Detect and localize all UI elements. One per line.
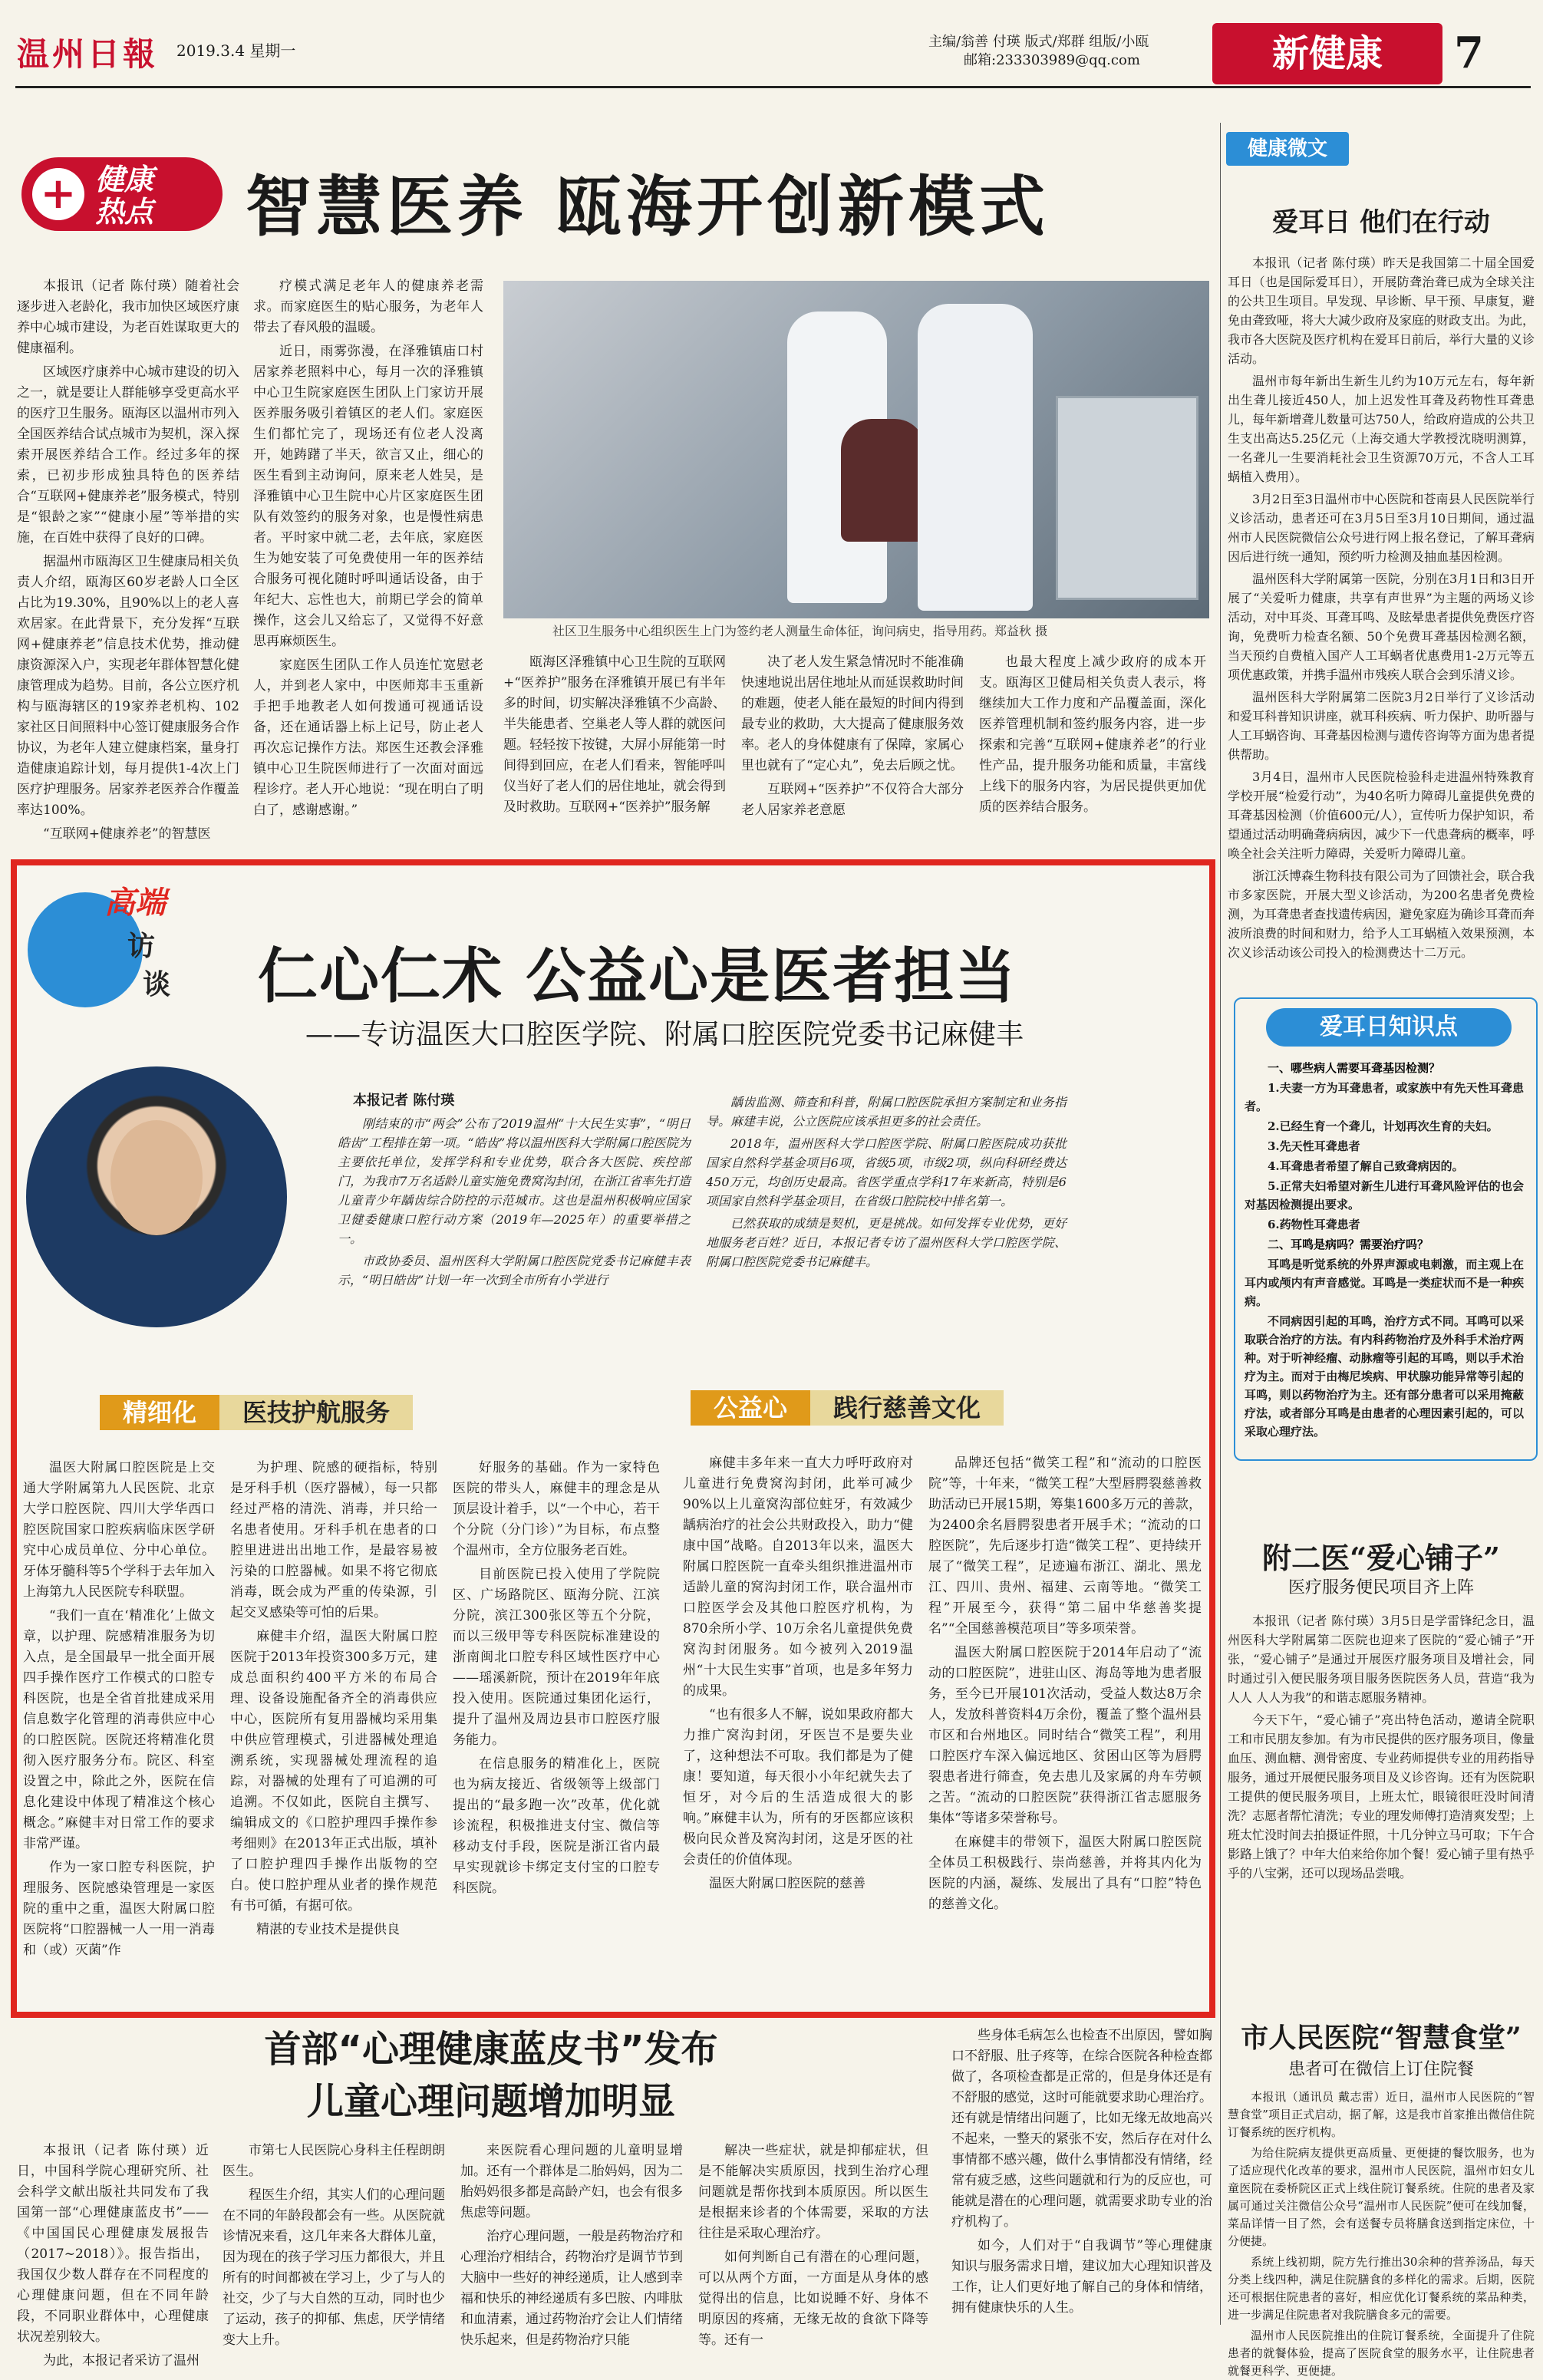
paragraph: 温医大附属口腔医院于2014年启动了“流动的口腔医院”，进驻山区、海岛等地为患者服务，至今已开展101次活动，受益人数达8万余人，发放科普资料4万余份，覆盖了整个温州县市区和台州地区。同时结合“微笑工程”，利用口腔医疗车深入偏远地区、贫困山区等为唇腭裂患者进行筛查，免去患儿及家属的舟车劳顿之苦。“流动的口腔医院”获得浙江省志愿服务集体“等诸多荣誉称号。	[928, 1645, 1202, 1826]
paragraph: 在麻健丰的带领下，温医大附属口腔医院全体员工积极践行、崇尚慈善，并将其内化为医院的内涵，凝练、发展出了具有“口腔”特色的慈善文化。	[928, 1834, 1202, 1912]
badge-text-top: 健康	[95, 162, 154, 196]
feature-col-5	[928, 1453, 1202, 1995]
paragraph: “也有很多人不解，说如果政府都大力推广窝沟封闭，牙医岂不是要失业了，这种想法不可取。我们都是为了健康！要知道，每天很小小年纪就失去了恒牙，对今后的生活造成很大的影响。”麻健丰认为，所有的牙医都应该积极向民众普及窝沟封闭，这是牙医的社会责任的价值体现。	[683, 1707, 913, 1867]
feature-col-2	[230, 1458, 437, 1995]
bottom-col-4	[698, 2141, 928, 2348]
paragraph: 品牌还包括“微笑工程”和“流动的口腔医院”等，十年来，“微笑工程”大型唇腭裂慈善救助活动已开展15期，筹集1600多万元的善款，为2400余名唇腭裂患者开展手术；“流动的口腔医院”，先后逐步打造“微笑工程”、更持续开展了“微笑工程”，足迹遍布浙江、湖北、黑龙江、四川、贵州、福建、云南等地。“微笑工程”开展至今，获得“第二届中华慈善奖提名”“全国慈善模范项目”等多项荣誉。	[928, 1455, 1202, 1637]
paragraph: 好服务的基础。作为一家特色医院的带头人，麻健丰的理念是从顶层设计着手，以“一个中心，若干个分院（分门诊）”为目标，布点整个温州市，全方位服务老百姓。	[453, 1460, 660, 1558]
knowledge-item: 4.耳聋患者希望了解自己致聋病因的。	[1268, 1159, 1464, 1173]
paragraph: 本报讯（记者 陈付瑛）昨天是我国第二十届全国爱耳日（也是国际爱耳日），开展防聋治聋已成为全球关注的公共卫生项目。早发现、早诊断、早干预、早康复，避免由聋致哑，将大大减少政府及家庭的财政支出。为此，我市各大医院及医疗机构在爱耳日前后，举行大量的义诊活动。	[1228, 255, 1535, 366]
sidebar-top-title: 爱耳日 他们在行动	[1272, 207, 1490, 238]
knowledge-item: 1.夫妻一方为耳聋患者，或家族中有先天性耳聋患者。	[1245, 1081, 1524, 1113]
bar-label: 公益心	[691, 1390, 810, 1426]
news-photo	[503, 281, 1209, 618]
paragraph: 3月4日，温州市人民医院检验科走进温州特殊教育学校开展“检爱行动”，为40名听力障碍儿童提供免费的耳聋基因检测（价值600元/人），宣传听力保护知识，希望通过活动明确聋病病因，减少下一代患聋病的概率，呼唤全社会关注听力障碍，关爱听力障碍儿童。	[1228, 770, 1535, 861]
paragraph: 系统上线初期，院方先行推出30余种的营养汤品，每天分类上线四种，满足住院膳食的多样化的需求。后期，医院还可根据住院患者的喜好，相应优化订餐系统的菜品种类，进一步满足住院患者对我院膳食多元的需要。	[1228, 2255, 1535, 2322]
paragraph: 为此，本报记者采访了温州	[43, 2353, 199, 2368]
sidebar-mid-body	[1228, 1611, 1535, 1987]
paragraph: 本报讯（记者 陈付瑛）近日，中国科学院心理研究所、社会科学文献出版社共同发布了我国第一部“心理健康蓝皮书”——《中国国民心理健康发展报告（2017~2018）》。报告指出，我国仅少数人群存在不同程度的心理健康问题，但在不同年龄段，不同职业群体中，心理健康状况差别较大。	[17, 2143, 209, 2345]
editor-credits: 主编/翁善 付瑛 版式/郑群 组版/小瓯	[928, 34, 1149, 50]
bar-label: 精细化	[100, 1395, 219, 1430]
lead-article-col-1	[17, 276, 239, 844]
knowledge-item: 5.正常夫妇希望对新生儿进行耳聋风险评估的也会对基因检测提出要求。	[1245, 1179, 1524, 1211]
paragraph: 麻健丰多年来一直大力呼吁政府对儿童进行免费窝沟封闭，此举可减少90%以上儿童窝沟部位蛀牙，有效减少龋病治疗的社会公共财政投入，助力“健康中国”战略。自2013年以来，温医大附属口腔医院一直牵头组织推进温州市适龄儿童的窝沟封闭工作，联合温州市口腔医学会及其他口腔医疗机构，为870余所小学、10万余名儿童提供免费窝沟封闭服务。如今被列入2019温州“十大民生实事”首项，也是多年努力的成果。	[683, 1455, 913, 1699]
paragraph: 瓯海区泽雅镇中心卫生院的互联网+“医养护”服务在泽雅镇开展已有半年多的时间，切实解决泽雅镇不少高龄、半失能患者、空巢老人等人群的就医问题。轻轻按下按键，大屏小屏能第一时间得到回应，在老人们看来，智能呼叫仪当好了老人们的居住地址，就会得到及时救助。互联网+“医养护”服务解	[503, 654, 726, 815]
knowledge-item: 不同病因引起的耳鸣，治疗方式不同。耳鸣可以采取联合治疗的方法。有内科药物治疗及外科手术治疗两种。对于听神经瘤、动脉瘤等引起的耳鸣，则以手术治疗为主。而对于由梅尼埃病、甲状腺功能异常等引起的耳鸣，则以药物治疗为主。还有部分患者可以采用掩蔽疗法，或者部分耳鸣是由患者的心理因素引起的，可以采取心理疗法。	[1245, 1314, 1524, 1439]
paragraph: 温医大附属口腔医院是上交通大学附属第九人民医院、北京大学口腔医院、四川大学华西口腔医院国家口腔疾病临床医学研究中心成员单位、分中心单位。牙体牙髓科等5个学科于去年加入上海第九人民医院专科联盟。	[23, 1460, 215, 1600]
badge-text-bottom: 热点	[95, 194, 154, 229]
paragraph: 为给住院病友提供更高质量、更便捷的餐饮服务，也为了适应现代化改革的要求，温州市人民医院，温州市妇女儿童医院在委桥院区正式上线住院订餐系统。住院的患者及家属可通过关注微信公众号“温州市人民医院”便可在线加餐，菜品详情一目了然，会有送餐专员将膳食送到指定床位，十分便捷。	[1228, 2146, 1535, 2248]
feature-col-4	[683, 1453, 913, 1995]
sidebar-tag: 健康微文	[1226, 132, 1349, 166]
bottom-col-3	[460, 2141, 683, 2348]
knowledge-item: 耳鸣是听觉系统的外界声源或电刺激，而主观上在耳内或颅内有声音感觉。耳鸣是一类症状而不是一种疾病。	[1245, 1258, 1524, 1308]
photo-doctor-2	[918, 304, 1033, 611]
lead-article-col-4	[741, 652, 964, 844]
health-hot-badge	[21, 157, 223, 231]
bottom-title-line1: 首部“心理健康蓝皮书”发布	[264, 2028, 718, 2071]
paragraph: 市政协委员、温州医科大学附属口腔医院党委书记麻健丰表示，“明日皓齿”计划一年一次到全市所有小学进行	[338, 1254, 691, 1287]
sidebar-divider	[1220, 123, 1221, 2325]
paragraph: 已然获取的成绩是契机，更是挑战。如何发挥专业优势，更好地服务老百姓？近日，本报记者专访了温州医科大学口腔医学院、附属口腔医院党委书记麻健丰。	[706, 1216, 1067, 1269]
knowledge-list	[1245, 1059, 1524, 1450]
paragraph: 如今，人们对于“自我调节”等心理健康知识与服务需求日增，建议加大心理知识普及工作，让人们更好地了解自己的身体和情绪，拥有健康快乐的人生。	[951, 2238, 1212, 2316]
paragraph: 如何判断自己有潜在的心理问题，可以从两个方面，一方面是从身体的感觉得出的信息，比如说睡不好、身体不明原因的疼痛，无缘无故的食欲下降等等。还有一	[698, 2250, 928, 2348]
photo-caption: 社区卫生服务中心组织医生上门为签约老人测量生命体征，询问病史，指导用药。郑益秋 摄	[552, 624, 1048, 638]
bottom-col-2	[223, 2141, 445, 2348]
masthead-rule	[15, 86, 1531, 88]
paragraph: 2018年，温州医科大学口腔医学院、附属口腔医院成功获批国家自然科学基金项目6项，省级5项，市级2项，纵向科研经费达450万元，均创历史最高。省医学重点学科17年来新高，特别是6项国家自然科学基金项目，在省级口腔院校中排名第一。	[706, 1136, 1067, 1208]
paragraph: 来医院看心理问题的儿童明显增加。还有一个群体是二胎妈妈，因为二胎妈妈很多都是高龄产妇，也会有很多焦虑等问题。	[460, 2143, 683, 2220]
paragraph: 在信息服务的精准化上，医院也为病友接近、省级领等上级部门提出的“最多跑一次”改革，优化就诊流程，积极推进支付宝、微信等移动支付手段，医院是浙江省内最早实现就诊卡绑定支付宝的口腔专科医院。	[453, 1756, 660, 1896]
paragraph: 疗模式满足老年人的健康养老需求。而家庭医生的贴心服务，为老年人带去了春风般的温暖。	[253, 279, 483, 335]
paragraph: 温州市每年新出生新生儿约为10万元左右，每年新出生聋儿接近450人，加上迟发性耳聋及药物性耳聋患儿，每年新增聋儿数量可达750人，给政府造成的公共卫生支出高达5.25亿元（上海交通大学教授沈晓明测算，一名聋儿一生要消耗社会卫生资源70万元，不含人工耳蜗植入费用）。	[1228, 374, 1535, 484]
sidebar-bottom-subtitle: 患者可在微信上订住院餐	[1287, 2060, 1474, 2079]
dateline: 2019.3.4 星期一	[176, 41, 296, 60]
paragraph: 龋齿监测、筛查和科普，附属口腔医院承担方案制定和业务指导。麻建丰说，公立医院应该承担更多的社会责任。	[706, 1095, 1067, 1129]
paragraph: 据温州市瓯海区卫生健康局相关负责人介绍，瓯海区60岁老龄人口全区占比为19.30%，且90%以上的老人喜欢居家。在此背景下，充分发挥“互联网+健康养老”信息技术优势，推动健康资源深入户，实现老年群体智慧化健康管理成为趋势。目前，各公立医疗机构与瓯海辖区的19家养老机构、102家社区日间照料中心签订健康服务合作协议，为老年人建立健康档案，量身打造健康追踪计划，每月提供1-4次上门医疗护理服务。居家养老医养合作覆盖率达100%。	[17, 554, 239, 818]
knowledge-question: 二、耳鸣是病吗？需要治疗吗？	[1268, 1238, 1429, 1251]
paragraph: “我们一直在‘精准化’上做文章，以护理、院感精准服务为切入点，是全国最早一批全面开展四手操作医疗工作模式的口腔专科医院，也是全省首批建成采用信息数字化管理的消毒供应中心的口腔医院。医院还将精准化贯彻入医疗服务分布。院区、科室设置之中，除此之外，医院在信息化建设中体现了精准这个核心概念。”麻健丰对日常工作的要求非常严谨。	[23, 1608, 215, 1851]
paragraph: 温医大附属口腔医院的慈善	[709, 1876, 865, 1891]
paragraph: 温州医科大学附属第一医院，分别在3月1日和3日开展了“关爱听力健康，共享有声世界”为主题的两场义诊活动，对中耳炎、耳聋耳鸣、及眩晕患者提供免费医疗咨询，免费听力检查名额、50个免费耳聋基因检测名额，当天预约自费植入国产人工耳蜗者优惠费用1-2万元等五项优惠政策，并携手温州市残疾人联合会到乐清义诊。	[1228, 572, 1535, 682]
paragraph: 区域医疗康养中心城市建设的切入之一，就是要让人群能够享受更高水平的医疗卫生服务。瓯海区以温州市列入全国医养结合试点城市为契机，深入探索开展医养结合工作。经过多年的探索，已初步形成独具特色的医养结合“互联网+健康养老”服务模式，特别是“银龄之家”“健康小屋”等举措的实施，在百姓中获得了良好的口碑。	[17, 364, 239, 546]
paragraph: 近日，雨雾弥漫，在泽雅镇庙口村居家养老照料中心，每月一次的泽雅镇中心卫生院家庭医生团队上门家访开展医养服务吸引着镇区的老人们。家庭医生们都忙完了，现场还有位老人没离开，她踌躇了半天，欲言又止，细心的医生看到主动询问，原来老人姓吴，是泽雅镇中心卫生院中心片区家庭医生团队有效签约的服务对象，也是慢性病患者。平时家中就二老，去年底，家庭医生为她安装了可免费使用一年的医养结合服务可视化随时呼叫通话设备，由于年纪大、忘性也大，前期已学会的简单操作，这会儿又给忘了，又觉得不好意思再麻烦医生。	[253, 344, 483, 649]
paragraph: 本报讯（记者 陈付瑛）随着社会逐步进入老龄化，我市加快区域医疗康养中心城市建设，为老百姓谋取更大的健康福利。	[17, 279, 239, 356]
main-headline: 智慧医养 瓯海开创新模式	[246, 169, 1050, 246]
knowledge-item: 3.先天性耳聋患者	[1268, 1139, 1360, 1153]
paragraph: 也最大程度上减少政府的成本开支。瓯海区卫健局相关负责人表示，将继续加大工作力度和产品覆盖面，深化医养管理机制和签约服务内容，进一步探索和完善“互联网+健康养老”的行业性产品，提升服务功能和质量，丰富线上线下的服务内容，为居民提供更加优质的医养结合服务。	[979, 654, 1206, 815]
sidebar-top-body	[1228, 253, 1535, 990]
medical-cross-icon: +	[32, 168, 84, 220]
paragraph: 市第七人民医院心身科主任程朗朗医生。	[223, 2143, 445, 2179]
page-number: 7	[1454, 28, 1484, 78]
bottom-title-line2: 儿童心理问题增加明显	[306, 2080, 675, 2123]
masthead	[0, 0, 1543, 84]
paragraph: 作为一家口腔专科医院，护理服务、医院感染管理是一家医院的重中之重，温医大附属口腔医院将“口腔器械一人一用一消毒和（或）灭菌”作	[23, 1860, 215, 1958]
paragraph: 互联网+“医养护”不仅符合大部分老人居家养老意愿	[741, 782, 964, 818]
interview-badge-word: 高端	[104, 885, 166, 921]
paragraph: 本报讯（记者 陈付瑛）3月5日是学雷锋纪念日，温州医科大学附属第二医院也迎来了医院的“爱心铺子”开张，“爱心铺子”是通过开展医疗服务项目及增社会，同时通过引入便民服务项目服务医院医务人员，营造“我为人人 人人为我”的和谐志愿服务精神。	[1228, 1614, 1535, 1705]
feature-subtitle: ——专访温医大口腔医学院、附属口腔医院党委书记麻健丰	[305, 1019, 1024, 1050]
interview-badge	[28, 878, 170, 1032]
paragraph: 今天下午，“爱心铺子”亮出特色活动，邀请全院职工和市民朋友参加。有为市民提供的医疗服务项目，像量血压、测血糖、测骨密度、专业药师提供专业的用药指导服务，通过开展便民服务项目及义诊咨询。还有为医院职工提供的便民服务项目，上班太忙，眼镜很旺没时间清洗？志愿者帮忙清洗；专业的理发师傅打造清爽发型；上班太忙没时间去拍摄证件照，十几分钟立马可取；下午合影路上饿了？中年大伯来给你加个餐！爱心铺子里有热乎乎的八宝粥，还可以现场品尝哦。	[1228, 1712, 1535, 1881]
section-badge: 新健康	[1212, 23, 1442, 84]
bar-heading: 践行慈善文化	[810, 1390, 1004, 1426]
paragraph: 本报讯（通讯员 戴志雷）近日，温州市人民医院的“智慧食堂”项目正式启动，据了解，这是我市首家推出微信住院订餐系统的医疗机构。	[1228, 2090, 1535, 2139]
feature-col-3	[453, 1458, 660, 1995]
paragraph: 为护理、院感的硬指标，特别是牙科手机（医疗器械），每一只都经过严格的清洗、消毒，并只给一名患者使用。牙科手机在患者的口腔里进进出出地工作，是最容易被污染的口腔器械。如果不将它彻底消毒，既会成为严重的传染源，引起交叉感染等可怕的后果。	[230, 1460, 437, 1620]
feature-title: 仁心仁术 公益心是医者担当	[258, 942, 1017, 1011]
sidebar-mid-subtitle: 医疗服务便民项目齐上阵	[1287, 1578, 1474, 1597]
lead-article-col-2	[253, 276, 483, 844]
feature-col-1	[23, 1458, 215, 1995]
paragraph: 些身体毛病怎么也检查不出原因，譬如胸口不舒服、肚子疼等，在综合医院各种检查都做了，各项检查都是正常的，但是身体还是有不舒服的感觉，这时可能就要求助心理治疗。还有就是情绪出问题了，比如无缘无故地高兴不起来，一整天的紧张不安，然后存在对什么事情都不感兴趣，做什么事情都没有情绪，经常有疲乏感，这些问题就和行为的反应也，可能就是潜在的心理问题，就需要求助专业的治疗机构了。	[951, 2028, 1212, 2230]
paragraph: 温州市人民医院推出的住院订餐系统，全面提升了住院患者的就餐体验，提高了医院食堂的服务水平，让住院患者就餐更科学、更便捷。	[1228, 2329, 1535, 2378]
paragraph: 解决一些症状，就是抑郁症状，但是不能解决实质原因，找到生治疗心理问题就是帮你找到本质原因。所以医生是根据来诊者的个体需要，采取的方法往往是采取心理治疗。	[698, 2143, 928, 2241]
paragraph: 目前医院已投入使用了学院院区、广场路院区、瓯海分院、江滨分院，滨江300张区等五个分院，而以三级甲等专科医院标准建设的浙南闽北口腔专科区域性医疗中心——瑶溪新院，预计在2019年年底投入使用。医院通过集团化运行，提升了温州及周边县市口腔医疗服务能力。	[453, 1567, 660, 1748]
paragraph: 家庭医生团队工作人员连忙宽慰老人，并到老人家中，中医师郑丰玉重新手把手地教老人如何拨通可视通话设备，还在通话器上标上记号，防止老人再次忘记操作方法。郑医生还教会泽雅镇中心卫生院医师进行了一次面对面远程诊疗。老人开心地说：“现在明白了明白了，感谢感谢。”	[253, 658, 483, 818]
paragraph: 决了老人发生紧急情况时不能准确快速地说出居住地址从而延误救助时间的难题，使老人能在最短的时间内得到最专业的救助，大大提高了健康服务效率。老人的身体健康有了保障，家属心里也就有了“定心丸”，免去后顾之忧。	[741, 654, 964, 773]
section-bar-charity	[691, 1390, 1004, 1426]
bottom-col-1	[17, 2141, 209, 2368]
bar-heading: 医技护航服务	[219, 1395, 413, 1430]
interview-badge-word: 谈	[143, 968, 171, 1000]
paragraph: 刚结束的市“两会”公布了2019温州“十大民生实事”，“明日皓齿”工程排在第一项。“皓齿”将以温州医科大学附属口腔医院为主要依托单位，发挥学科和专业优势，联合各大医院、疾控部门，为我市7万名适龄儿童实施免费窝沟封闭，在浙江省率先打造儿童青少年龋齿综合防控的示范城市。这也是温州积极响应国家卫健委健康口腔行动方案（2019年—2025年）的重要举措之一。	[338, 1116, 691, 1246]
sidebar-mid-title: 附二医“爱心铺子”	[1262, 1541, 1500, 1575]
feature-byline: 本报记者 陈付瑛	[353, 1093, 455, 1109]
sidebar-bottom-title: 市人民医院“智慧食堂”	[1241, 2022, 1522, 2054]
interview-badge-word: 访	[127, 930, 156, 962]
portrait-face	[110, 1120, 203, 1235]
knowledge-item: 6.药物性耳聋患者	[1268, 1218, 1360, 1231]
paragraph: 温州医科大学附属第二医院3月2日举行了义诊活动和爱耳科普知识讲座，就耳科疾病、听力保护、助听器与人工耳蜗咨询、耳聋基因检测与遗传咨询等方面为患者提供帮助。	[1228, 690, 1535, 762]
paragraph: 程医生介绍，其实人们的心理问题在不同的年龄段都会有一些。从医院就诊情况来看，这几年来各大群体儿童，因为现在的孩子学习压力都很大，并且所有的时间都被在学习上，少了与人的社交，少了与大自然的互动，同时也少了运动，孩子的抑郁、焦虑，厌学情绪变大上升。	[223, 2187, 445, 2348]
portrait-photo	[26, 1066, 287, 1327]
feature-intro-left	[338, 1114, 691, 1337]
feature-intro-right	[706, 1093, 1067, 1338]
paragraph: “互联网+健康养老”的智慧医	[43, 826, 211, 842]
photo-patient	[841, 419, 925, 542]
section-bar-precision	[100, 1395, 413, 1430]
lead-article-col-3	[503, 652, 726, 844]
paragraph: 精湛的专业技术是提供良	[256, 1922, 400, 1937]
photo-shelf	[1056, 396, 1198, 600]
paragraph: 麻健丰介绍，温医大附属口腔医院于2013年投资300多万元，建成总面积约400平方米的布局合理、设备设施配备齐全的消毒供应中心，医院所有复用器械均采用集中供应管理模式，引进器械处理追溯系统，实现器械处理流程的追踪，对器械的处理有了可追溯的可追溯。不仅如此，医院自主撰写、编辑成文的《口腔护理四手操作参考细则》在2013年正式出版，填补了口腔护理四手操作出版物的空白。使口腔护理从业者的操作规范有书可循，有据可依。	[230, 1629, 437, 1914]
knowledge-tag: 爱耳日知识点	[1266, 1008, 1512, 1047]
sidebar-bottom-body	[1228, 2088, 1535, 2378]
bottom-col-5	[951, 2026, 1212, 2342]
paragraph: 治疗心理问题，一般是药物治疗和心理治疗相结合，药物治疗是调节节到大脑中一些好的神经递质，让人感到幸福和快乐的神经递质有多巴胺、内啡肽和血清素，通过药物治疗会让人们情绪快乐起来，但是药物治疗只能	[460, 2229, 683, 2348]
newspaper-logo: 温州日報	[17, 35, 159, 73]
paragraph: 浙江沃博森生物科技有限公司为了回馈社会，联合我市多家医院，开展大型义诊活动，为200名患者免费检测，为耳聋患者查找遗传病因，避免家庭为确诊耳聋而奔波所浪费的时间和财力，给予人工耳蜗植入效果预测，本次义诊活动该公司投入的检测费达十二万元。	[1228, 869, 1535, 960]
paragraph: 3月2日至3日温州市中心医院和苍南县人民医院举行义诊活动，患者还可在3月5日至3月10日期间，通过温州市人民医院微信公众号进行网上报名登记，了解耳聋病因后进行统一通知，预约听力检测及抽血基因检测。	[1228, 492, 1535, 564]
mailbox: 邮箱:233303989@qq.com	[964, 52, 1140, 68]
lead-article-col-5	[979, 652, 1206, 844]
knowledge-item: 2.已经生育一个聋儿，计划再次生育的夫妇。	[1268, 1119, 1498, 1133]
knowledge-question: 一、哪些病人需要耳聋基因检测？	[1268, 1061, 1441, 1075]
